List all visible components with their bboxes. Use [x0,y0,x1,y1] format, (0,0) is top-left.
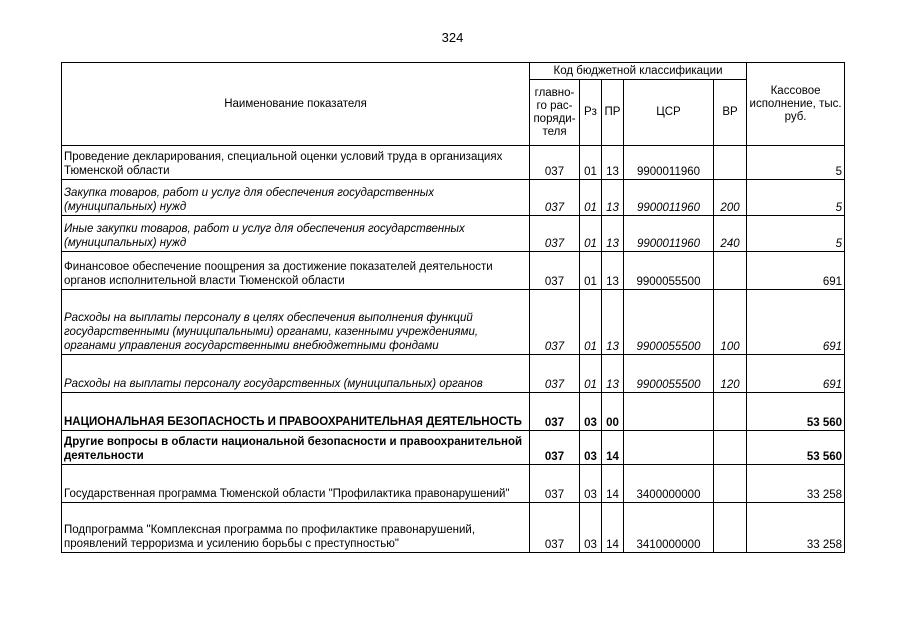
row-grbs: 037 [530,180,580,216]
table-row [62,393,845,431]
row-pr: 13 [602,146,624,180]
row-vr: 100 [714,290,747,355]
row-amount: 53 560 [747,393,845,431]
row-rz: 03 [580,393,602,431]
table-row [62,180,845,216]
row-name: Государственная программа Тюменской области "Профилактика правонарушений" [62,465,530,503]
row-grbs: 037 [530,355,580,393]
row-amount: 53 560 [747,431,845,465]
row-rz: 01 [580,146,602,180]
row-name: Иные закупки товаров, работ и услуг для обеспечения государственных (муниципальных) нужд [62,216,530,252]
row-rz: 01 [580,252,602,290]
table-row [62,146,845,180]
row-amount: 691 [747,290,845,355]
row-csr: 9900011960 [624,146,714,180]
page-number: 324 [441,30,464,45]
row-grbs: 037 [530,146,580,180]
row-pr: 13 [602,252,624,290]
row-amount: 5 [747,180,845,216]
row-vr: 120 [714,355,747,393]
header-csr: ЦСР [624,80,714,146]
row-csr: 9900011960 [624,180,714,216]
row-amount: 33 258 [747,465,845,503]
row-csr: 9900055500 [624,290,714,355]
header-pr: ПР [602,80,624,146]
table-row [62,355,845,393]
row-rz: 03 [580,503,602,553]
table-row [62,252,845,290]
row-rz: 03 [580,465,602,503]
row-pr: 14 [602,431,624,465]
row-grbs: 037 [530,252,580,290]
row-rz: 01 [580,216,602,252]
row-rz: 01 [580,180,602,216]
row-csr: 9900011960 [624,216,714,252]
header-vr: ВР [714,80,747,146]
header-rz: Рз [580,80,602,146]
row-amount: 5 [747,216,845,252]
row-grbs: 037 [530,503,580,553]
row-csr: 3410000000 [624,503,714,553]
table-row [62,503,845,553]
row-amount: 691 [747,252,845,290]
table-row [62,216,845,252]
row-pr: 13 [602,290,624,355]
header-amount: Кассовое исполнение, тыс. руб. [747,63,845,146]
row-vr [714,503,747,553]
row-grbs: 037 [530,290,580,355]
row-name: Подпрограмма "Комплексная программа по профилактике правонарушений, проявлений терроризма и усилению борьбы с преступностью" [62,503,530,553]
row-amount: 5 [747,146,845,180]
row-vr: 200 [714,180,747,216]
row-amount: 33 258 [747,503,845,553]
row-grbs: 037 [530,393,580,431]
row-vr [714,393,747,431]
row-rz: 03 [580,431,602,465]
row-vr [714,252,747,290]
row-grbs: 037 [530,465,580,503]
row-pr: 00 [602,393,624,431]
row-rz: 01 [580,290,602,355]
row-vr: 240 [714,216,747,252]
row-rz: 01 [580,355,602,393]
row-name: Закупка товаров, работ и услуг для обеспечения государственных (муниципальных) нужд [62,180,530,216]
row-grbs: 037 [530,431,580,465]
budget-table [61,62,845,553]
row-amount: 691 [747,355,845,393]
table-row [62,431,845,465]
table-row [62,290,845,355]
header-name: Наименование показателя [62,63,530,146]
header-grbs: главно-го рас-поряди-теля [530,80,580,146]
row-name: Расходы на выплаты персоналу в целях обеспечения выполнения функций государственными (муниципальными) органами, казенными учреждениями, органами управления государственными внебюджетными фондами [62,290,530,355]
row-vr [714,431,747,465]
row-pr: 13 [602,355,624,393]
row-csr: 3400000000 [624,465,714,503]
row-grbs: 037 [530,216,580,252]
row-name: Другие вопросы в области национальной безопасности и правоохранительной деятельности [62,431,530,465]
header-classification: Код бюджетной классификации [530,63,747,80]
row-csr: 9900055500 [624,252,714,290]
row-name: Проведение декларирования, специальной оценки условий труда в организациях Тюменской области [62,146,530,180]
row-pr: 13 [602,216,624,252]
row-csr [624,393,714,431]
row-name: Финансовое обеспечение поощрения за достижение показателей деятельности органов исполнительной власти Тюменской области [62,252,530,290]
row-csr [624,431,714,465]
row-vr [714,146,747,180]
row-pr: 14 [602,465,624,503]
row-name: НАЦИОНАЛЬНАЯ БЕЗОПАСНОСТЬ И ПРАВООХРАНИТЕЛЬНАЯ ДЕЯТЕЛЬНОСТЬ [62,393,530,431]
row-vr [714,465,747,503]
row-name: Расходы на выплаты персоналу государственных (муниципальных) органов [62,355,530,393]
row-pr: 14 [602,503,624,553]
table-row [62,465,845,503]
row-csr: 9900055500 [624,355,714,393]
row-pr: 13 [602,180,624,216]
